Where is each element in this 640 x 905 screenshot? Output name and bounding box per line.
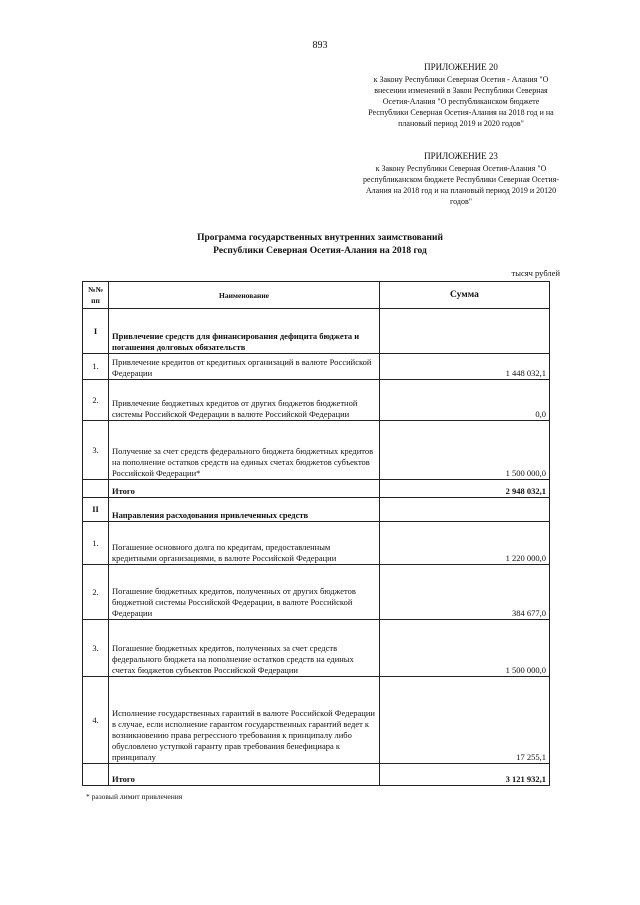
page-number: 893 [312,40,328,51]
row-sum: 0,0 [380,380,550,421]
table-row [83,522,550,565]
section-1-total-row [83,480,550,498]
row-sum: 17 255,1 [380,677,550,764]
section-2-sum [380,498,550,522]
row-name: Погашение бюджетных кредитов, полученных от других бюджетов бюджетной системы Российской Федерации, в валюте Российской Федерации [109,565,380,620]
section-1-row [83,309,550,354]
total-sum: 3 121 932,1 [380,764,550,786]
section-1-title: Привлечение средств для финансирования дефицита бюджета и погашения долговых обязательств [109,309,380,354]
total-num [83,480,109,498]
section-2-num: II [83,498,109,522]
document-title [80,232,560,258]
header-sum: Сумма [380,282,550,309]
row-sum: 1 500 000,0 [380,421,550,480]
borrowing-program-table [82,281,550,786]
section-2-row [83,498,550,522]
appendix-23-title: ПРИЛОЖЕНИЕ 23 [424,151,498,161]
table-row [83,380,550,421]
row-name: Привлечение бюджетных кредитов от других бюджетов бюджетной системы Российской Федерации в валюте Российской Федерации [109,380,380,421]
row-sum: 1 448 032,1 [380,354,550,380]
total-label: Итого [109,480,380,498]
appendix-20-header [362,62,560,129]
table-row [83,354,550,380]
units-label: тысяч рублей [511,268,560,278]
footnote: * разовый лимит привлечения [86,792,183,801]
total-sum: 2 948 032,1 [380,480,550,498]
appendix-23-text: к Закону Республики Северная Осетия-Алания "О республиканском бюджете Республики Северная Осетия-Алания на 2018 год и на плановый период 2019 и 20120 годов" [363,164,559,206]
row-num: 1. [83,354,109,380]
header-name: Наименование [109,282,380,309]
section-2-total-row [83,764,550,786]
section-1-sum [380,309,550,354]
title-line-1: Программа государственных внутренних заимствований [197,233,443,243]
row-num: 2. [83,565,109,620]
row-name: Привлечение кредитов от кредитных организаций в валюте Российской Федерации [109,354,380,380]
row-num: 4. [83,677,109,764]
row-sum: 1 220 000,0 [380,522,550,565]
row-num: 2. [83,380,109,421]
row-sum: 1 500 000,0 [380,620,550,677]
total-label: Итого [109,764,380,786]
row-name: Исполнение государственных гарантий в валюте Российской Федерации в случае, если исполнение гарантом государственных гарантий ведет к возникновению права регрессного требования к принципалу либо обусловлено уступкой гаранту прав требования бенефициара к принципалу [109,677,380,764]
row-sum: 384 677,0 [380,565,550,620]
row-num: 1. [83,522,109,565]
appendix-23-header [362,151,560,207]
section-1-num: I [83,309,109,354]
row-num: 3. [83,421,109,480]
appendix-20-text: к Закону Республики Северная Осетия - Алания "О внесении изменений в Закон Республики Северная Осетия-Алания "О республиканском бюджете Республики Северная Осетия-Алания на 2018 год и на плановый период 2019 и 2020 годов" [368,75,554,128]
header-num: №№ пп [83,282,109,309]
row-name: Погашение основного долга по кредитам, предоставленным кредитными организациями, в валюте Российской Федерации [109,522,380,565]
table-row [83,565,550,620]
total-num [83,764,109,786]
appendix-20-title: ПРИЛОЖЕНИЕ 20 [424,62,498,72]
table-header-row [83,282,550,309]
row-name: Получение за счет средств федерального бюджета бюджетных кредитов на пополнение остатков средств на единых счетах бюджетов субъектов Российской Федерации* [109,421,380,480]
section-2-title: Направления расходования привлеченных средств [109,498,380,522]
row-name: Погашение бюджетных кредитов, полученных за счет средств федерального бюджета на пополнение остатков средств на единых счетах бюджетов субъектов Российской Федерации [109,620,380,677]
table-row [83,421,550,480]
row-num: 3. [83,620,109,677]
table-row [83,677,550,764]
title-line-2: Республики Северная Осетия-Алания на 2018 год [213,246,427,256]
table-row [83,620,550,677]
